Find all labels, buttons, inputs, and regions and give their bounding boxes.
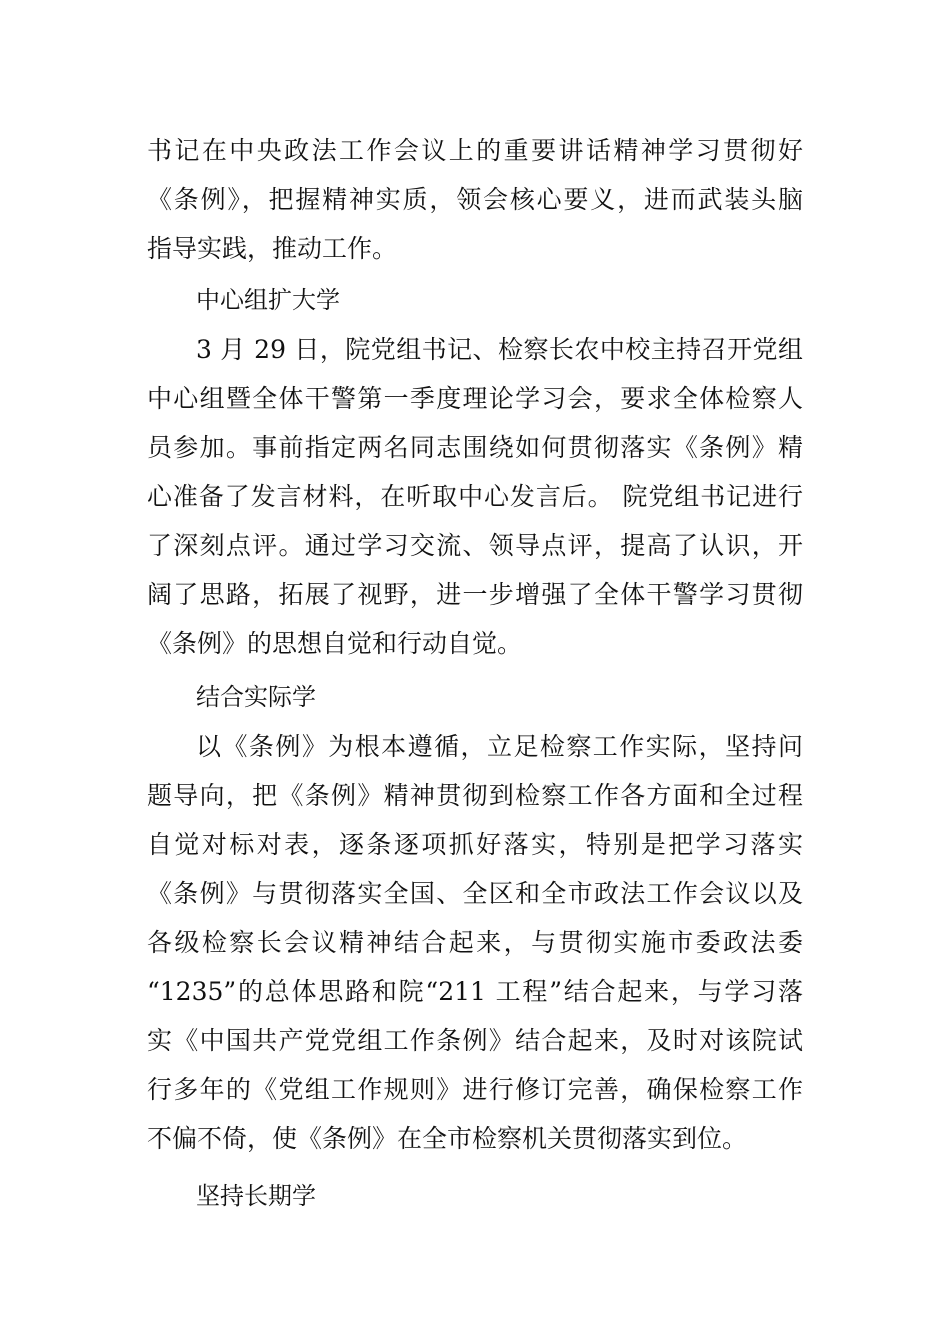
paragraph-line: 员参加。事前指定两名同志围绕如何贯彻落实《条例》精 — [147, 433, 803, 462]
paragraph-line: 各级检察长会议精神结合起来，与贯彻实施市委政法委 — [147, 928, 803, 957]
paragraph-line: 了深刻点评。通过学习交流、领导点评，提高了认识，开 — [147, 531, 803, 560]
paragraph-line: 《条例》的思想自觉和行动自觉。 — [147, 629, 523, 658]
paragraph-line: 《条例》与贯彻落实全国、全区和全市政法工作会议以及 — [147, 879, 803, 908]
paragraph-line: 不偏不倚，使《条例》在全市检察机关贯彻落实到位。 — [147, 1124, 748, 1153]
paragraph-line: 阔了思路，拓展了视野，进一步增强了全体干警学习贯彻 — [147, 580, 803, 609]
paragraph-line: 心准备了发言材料，在听取中心发言后。 院党组书记进行 — [147, 482, 803, 511]
paragraph-line: 3 月 29 日，院党组书记、检察长农中校主持召开党组 — [196, 335, 803, 364]
paragraph-line: 指导实践，推动工作。 — [147, 234, 398, 263]
section-heading: 坚持长期学 — [196, 1182, 316, 1210]
section-heading: 中心组扩大学 — [196, 286, 340, 314]
paragraph-line: 《条例》，把握精神实质，领会核心要义，进而武装头脑 — [147, 185, 803, 214]
paragraph-line: 以《条例》为根本遵循，立足检察工作实际，坚持问 — [196, 732, 803, 761]
paragraph-line: 自觉对标对表，逐条逐项抓好落实，特别是把学习落实 — [147, 830, 803, 859]
paragraph-line: 书记在中央政法工作会议上的重要讲话精神学习贯彻好 — [147, 136, 803, 165]
paragraph-line: 实《中国共产党党组工作条例》结合起来，及时对该院试 — [147, 1026, 803, 1055]
paragraph-line: 中心组暨全体干警第一季度理论学习会，要求全体检察人 — [147, 384, 803, 413]
section-heading: 结合实际学 — [196, 683, 316, 711]
paragraph-line: 行多年的《党组工作规则》进行修订完善，确保检察工作 — [147, 1075, 803, 1104]
paragraph-line: 题导向，把《条例》精神贯彻到检察工作各方面和全过程 — [147, 781, 803, 810]
paragraph-line: “1235”的总体思路和院“211 工程”结合起来，与学习落 — [147, 977, 803, 1006]
